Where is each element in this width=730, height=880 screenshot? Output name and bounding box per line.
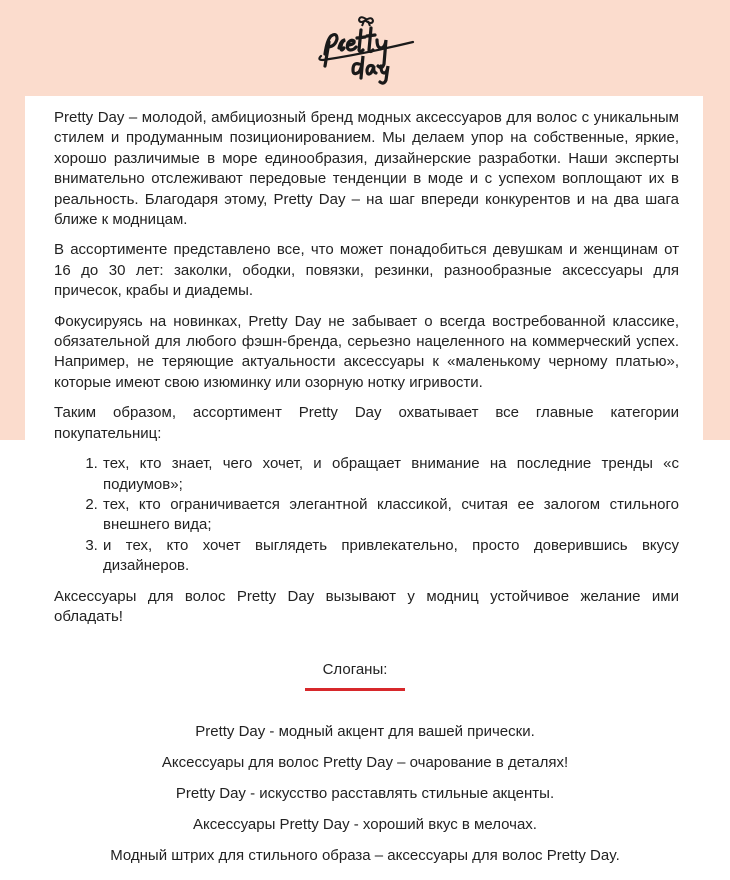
description [54,108,679,637]
list-item: 3. и тех, кто хочет выглядеть привлекательно, просто доверившись вкусу дизайнеров. [102,536,679,577]
intro-paragraph-4: Таким образом, ассортимент Pretty Day охватывает все главные категории покупательниц: [54,404,679,442]
intro-paragraph-3: Фокусируясь на новинках, Pretty Day не забывает о всегда востребованной классике, обязательной для любого фэшн-бренда, серьезно нацеленного на коммерческий успех. Например, не теряющие актуальности аксессуары к «маленькому черному платью», которые имеют свою изюминку или озорную нотку игривости. [54,312,679,391]
slogan-1: Pretty Day - модный акцент для вашей прически. [195,723,535,740]
customer-categories-list [54,454,679,576]
slogan-3: Pretty Day - искусство расставлять стильные акценты. [175,785,555,802]
intro-paragraph-2: В ассортименте представлено все, что может понадобиться девушкам и женщинам от 16 до 30 лет: заколки, ободки, повязки, резинки, разнообразные аксессуары для причесок, крабы и диадемы. [54,241,679,300]
logo-mark [317,14,417,88]
slogan-2: Аксессуары для волос Pretty Day – очарование в деталях! [161,754,569,771]
heading-underline [305,688,405,691]
closing-paragraph: Аксессуары для волос Pretty Day вызывают у модниц устойчивое желание ими обладать! [54,587,679,625]
pretty-day-logo [317,14,417,88]
list-item: 1. тех, кто знает, чего хочет, и обращает внимание на последние тренды «с подиумов»; [102,454,679,495]
slogan-5: Модный штрих для стильного образа – аксессуары для волос Pretty Day. [110,847,620,864]
list-item: 2. тех, кто ограничивается элегантной классикой, считая ее залогом стильного внешнего вида; [102,495,679,536]
slogan-4: Аксессуары Pretty Day - хороший вкус в мелочах. [193,816,537,833]
intro-paragraph-1: Pretty Day – молодой, амбициозный бренд модных аксессуаров для волос с уникальным стилем и продуманным позиционированием. Мы делаем упор на собственные, яркие, хорошо различимые в море единообразия, дизайнерские разработки. Наши эксперты внимательно отслеживают передовые тенденции в моде и с успехом воплощают их в реальность. Благодаря этому, Pretty Day – на шаг впереди конкурентов и на два шага ближе к модницам. [54,109,679,229]
slogans-heading: Слоганы: [322,661,388,678]
